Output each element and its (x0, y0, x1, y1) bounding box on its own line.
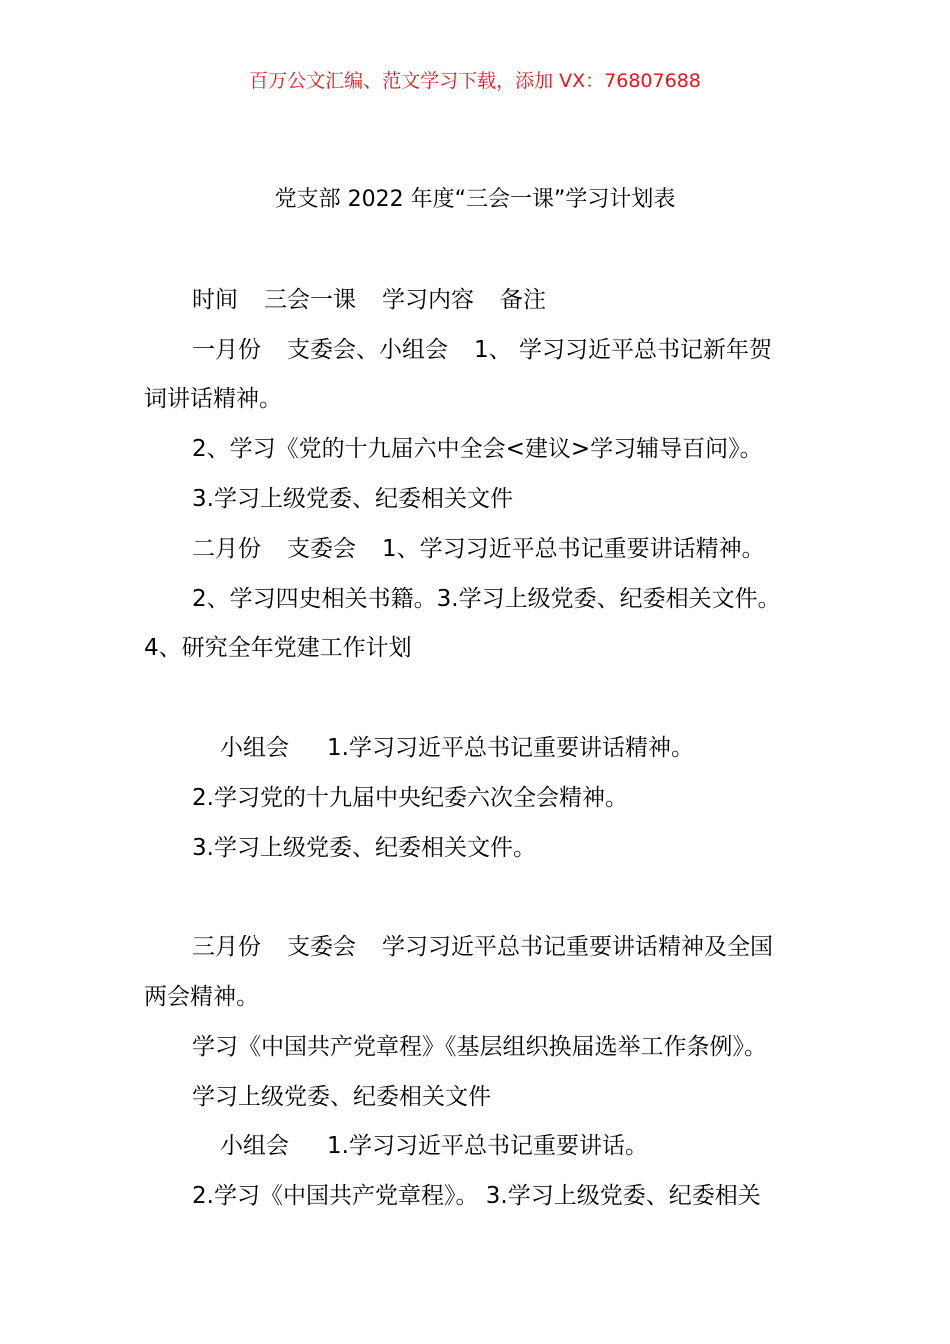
feb-group-item1: 1.学习习近平总书记重要讲话精神。 (327, 735, 694, 761)
feb-row (192, 532, 765, 566)
jan-item3: 3.学习上级党委、纪委相关文件 (192, 486, 513, 512)
feb-group: 小组会 (220, 735, 289, 761)
table-header (192, 283, 546, 317)
jan-item2: 2、学习《党的十九届六中全会<建议>学习辅导百问》。 (192, 436, 763, 462)
mar-group-item1: 1.学习习近平总书记重要讲话。 (327, 1133, 648, 1159)
header-time: 时间 (192, 287, 238, 313)
watermark-banner: 百万公文汇编、范文学习下载，添加 VX：76807688 (249, 70, 701, 92)
mar-row (192, 930, 773, 964)
jan-item1-cont: 词讲话精神。 (144, 386, 282, 412)
feb-group-item3: 3.学习上级党委、纪委相关文件。 (192, 835, 536, 861)
header-meeting: 三会一课 (264, 287, 356, 313)
mar-item1: 学习习近平总书记重要讲话精神及全国 (382, 934, 773, 960)
feb-group-item2: 2.学习党的十九届中央纪委六次全会精神。 (192, 785, 628, 811)
mar-item1-cont: 两会精神。 (144, 984, 259, 1010)
mar-month: 三月份 (192, 934, 261, 960)
feb-item2: 2、学习四史相关书籍。3.学习上级党委、纪委相关文件。 (192, 586, 781, 612)
header-note: 备注 (500, 287, 546, 313)
mar-item2: 学习《中国共产党章程》《基层组织换届选举工作条例》。 (192, 1034, 767, 1060)
feb-item4: 4、研究全年党建工作计划 (144, 635, 412, 661)
feb-item1: 1、学习习近平总书记重要讲话精神。 (382, 536, 765, 562)
jan-month: 一月份 (192, 337, 261, 363)
jan-item1: 1、 学习习近平总书记新年贺 (474, 337, 772, 363)
mar-group-row (220, 1129, 648, 1163)
header-content: 学习内容 (382, 287, 474, 313)
jan-row (192, 333, 772, 367)
mar-meeting: 支委会 (287, 934, 356, 960)
feb-month: 二月份 (192, 536, 261, 562)
feb-group-row (220, 731, 694, 765)
mar-group: 小组会 (220, 1133, 289, 1159)
jan-meeting: 支委会、小组会 (287, 337, 448, 363)
page-title: 党支部 2022 年度“三会一课”学习计划表 (274, 187, 676, 212)
feb-meeting: 支委会 (287, 536, 356, 562)
mar-item3: 学习上级党委、纪委相关文件 (192, 1084, 491, 1110)
mar-group-item2: 2.学习《中国共产党章程》。 3.学习上级党委、纪委相关 (192, 1183, 761, 1209)
